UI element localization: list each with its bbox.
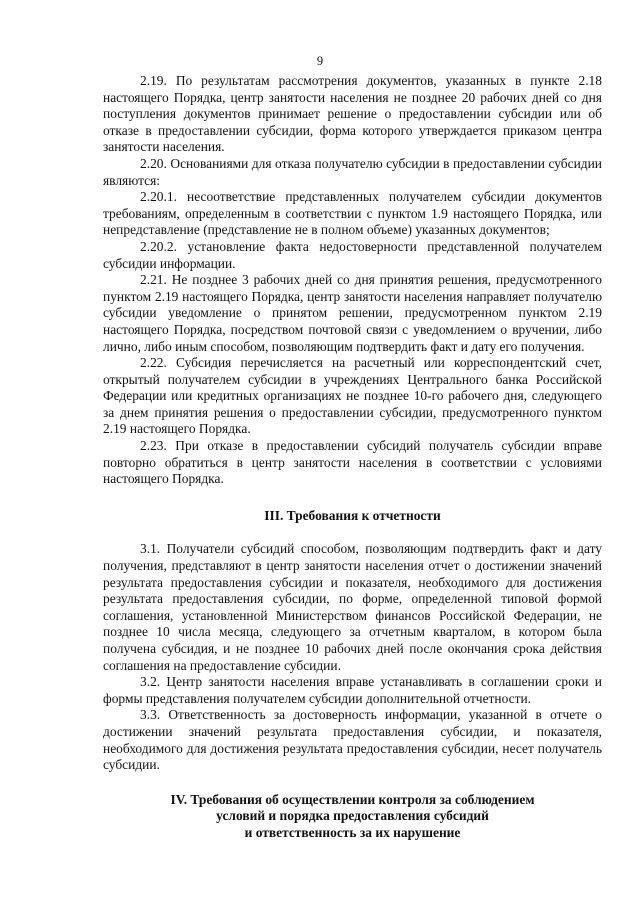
paragraph-2-19: 2.19. По результатам рассмотрения документов, указанных в пункте 2.18 настоящего Порядка, центр занятости населения не позднее 20 рабочих дней со дня поступления документов принимает решение о предоставлении субсидии или об отказе в предоставлении субсидии, форма которого утверждается приказом центра занятости населения. (103, 73, 602, 155)
paragraph-2-20: 2.20. Основаниями для отказа получателю субсидии в предоставлении субсидии являются: (103, 155, 602, 188)
section-4-heading-line: и ответственность за их нарушение (244, 824, 461, 840)
paragraph-2-21: 2.21. Не позднее 3 рабочих дней со дня принятия решения, предусмотренного пунктом 2.19 настоящего Порядка, центр занятости населения направляет получателю субсидии уведомление о принятом решении, предусмотренном пунктом 2.19 настоящего Порядка, посредством почтовой связи с уведомлением о вручении, либо лично, либо иным способом, позволяющим подтвердить факт и дату его получения. (103, 272, 602, 354)
paragraph-3-2: 3.2. Центр занятости населения вправе устанавливать в соглашении сроки и формы представления получателем субсидии дополнительной отчетности. (103, 674, 602, 706)
paragraph-2-20-1: 2.20.1. несоответствие представленных получателем субсидии документов требованиям, определенным в соответствии с пунктом 1.9 настоящего Порядка, или непредставление (представление не в полном объеме) указанных документов; (103, 189, 602, 238)
page-number: 9 (316, 54, 324, 68)
document-body (103, 73, 602, 842)
section-4-heading-line: условий и порядка предоставления субсидий (216, 808, 489, 824)
paragraph-2-20-2: 2.20.2. установление факта недостоверности представленной получателем субсидии информации. (103, 238, 602, 271)
section-4-heading-line: IV. Требования об осуществлении контроля за соблюдением (170, 791, 535, 807)
section-4-heading (103, 792, 602, 842)
paragraph-3-1: 3.1. Получатели субсидий способом, позволяющим подтвердить факт и дату получения, представляют в центр занятости населения отчет о достижении значений результата предоставления субсидии и показателя, необходимого для достижения результата предоставления субсидии, по форме, определенной типовой формой соглашения, установленной Министерством финансов Российской Федерации, не позднее 10 числа месяца, следующего за отчетным кварталом, в котором была получена субсидия, и не позднее 10 рабочих дней после окончания срока действия соглашения на предоставление субсидии. (103, 541, 602, 673)
paragraph-2-22: 2.22. Субсидия перечисляется на расчетный или корреспондентский счет, открытый получателем субсидии в учреждениях Центрального банка Российской Федерации или кредитных организациях не позднее 10-го рабочего дня, следующего за днем принятия решения о предоставлении субсидии, предусмотренного пунктом 2.19 настоящего Порядка. (103, 355, 602, 437)
section-3-heading: III. Требования к отчетности (264, 507, 441, 523)
paragraph-3-3: 3.3. Ответственность за достоверность информации, указанной в отчете о достижении значений результата предоставления субсидии, и показателя, необходимого для достижения результата предоставления субсидии, несет получатель субсидии. (103, 707, 602, 773)
paragraph-2-23: 2.23. При отказе в предоставлении субсидий получатель субсидии вправе повторно обратиться в центр занятости населения в соответствии с условиями настоящего Порядка. (103, 438, 602, 487)
